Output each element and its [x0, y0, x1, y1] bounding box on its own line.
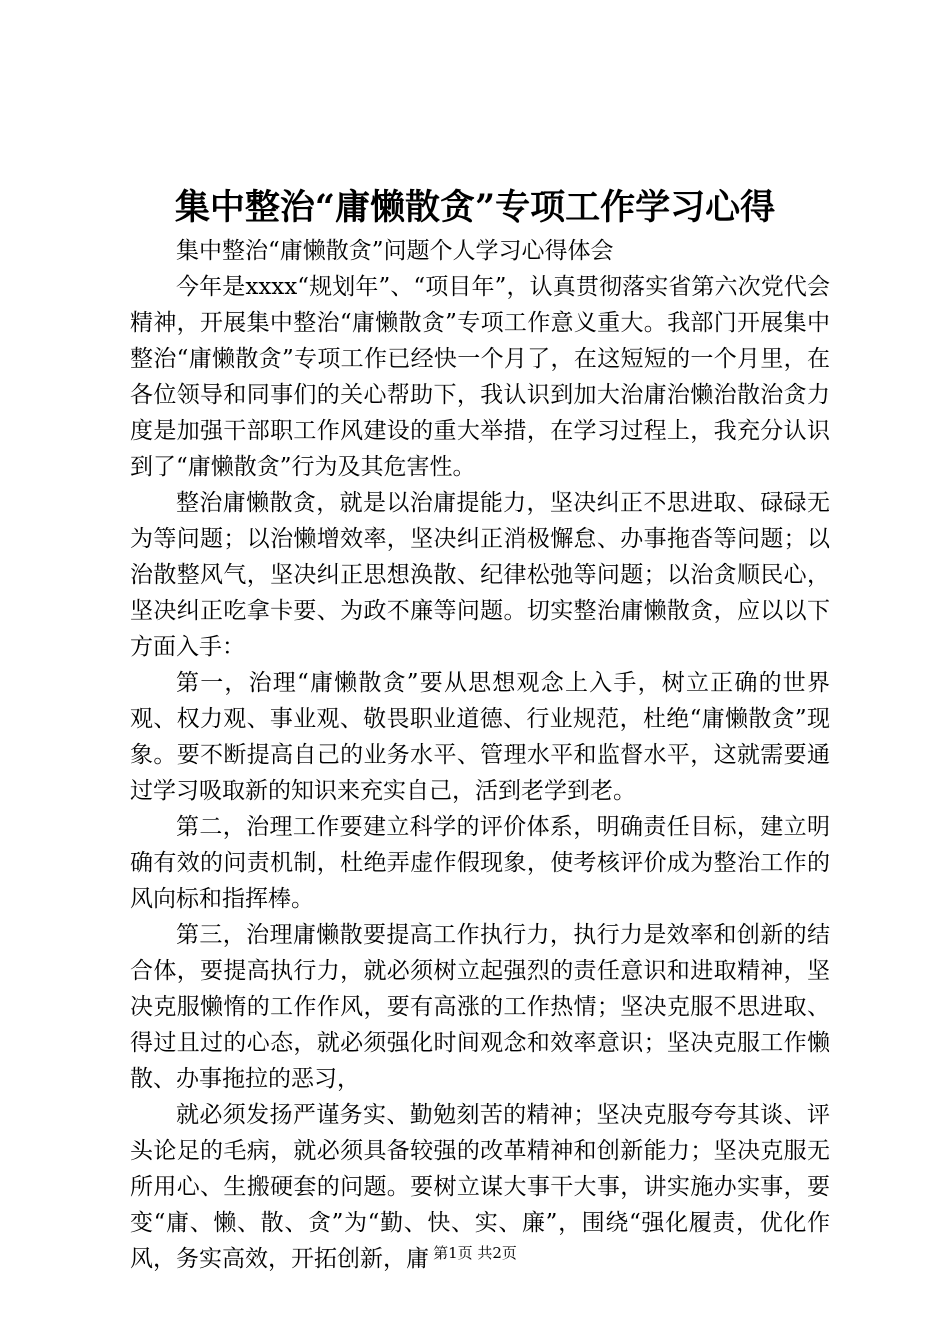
paragraph-subtitle: 集中整治“庸懒散贪”问题个人学习心得体会: [176, 238, 614, 264]
paragraph-definition: 整治庸懒散贪，就是以治庸提能力，坚决纠正不思进取、碌碌无为等问题；以治懒增效率，坚决纠正消极懈怠、办事拖沓等问题；以治散整风气，坚决纠正思想涣散、纪律松弛等问题；以治贪顺民心，坚决纠正吃拿卡要、为政不廉等问题。切实整治庸懒散贪，应以以下方面入手：: [130, 490, 830, 660]
paragraph-continuation: 就必须发扬严谨务实、勤勉刻苦的精神；坚决克服夸夸其谈、评头论足的毛病，就必须具备较强的改革精神和创新能力；坚决克服无所用心、生搬硬套的问题。要树立谋大事干大事，讲实施办实事，要变“庸、懒、散、贪”为“勤、快、实、廉”，围绕“强化履责，优化作风，务实高效，开拓创新，庸: [130, 1102, 830, 1272]
paragraph-point-two: 第二，治理工作要建立科学的评价体系，明确责任目标，建立明确有效的问责机制，杜绝弄虚作假现象，使考核评价成为整治工作的风向标和指挥棒。: [130, 814, 830, 912]
document-title: 集中整治“庸懒散贪”专项工作学习心得: [174, 187, 776, 228]
paragraph-intro: 今年是xxxx“规划年”、“项目年”，认真贯彻落实省第六次党代会精神，开展集中整治“庸懒散贪”专项工作意义重大。我部门开展集中整治“庸懒散贪”专项工作已经快一个月了，在这短短的一个月里，在各位领导和同事们的关心帮助下，我认识到加大治庸治懒治散治贪力度是加强干部职工作风建设的重大举措，在学习过程上，我充分认识到了“庸懒散贪”行为及其危害性。: [130, 274, 830, 480]
paragraph-point-one: 第一，治理“庸懒散贪”要从思想观念上入手，树立正确的世界观、权力观、事业观、敬畏职业道德、行业规范，杜绝“庸懒散贪”现象。要不断提高自己的业务水平、管理水平和监督水平，这就需要通过学习吸取新的知识来充实自己，活到老学到老。: [130, 670, 830, 804]
document-body: [130, 233, 830, 1277]
page-footer: 第1页 共2页: [433, 1244, 517, 1262]
paragraph-point-three: 第三，治理庸懒散要提高工作执行力，执行力是效率和创新的结合体，要提高执行力，就必须树立起强烈的责任意识和进取精神，坚决克服懒惰的工作作风，要有高涨的工作热情；坚决克服不思进取、得过且过的心态，就必须强化时间观念和效率意识；坚决克服工作懒散、办事拖拉的恶习，: [130, 922, 830, 1092]
